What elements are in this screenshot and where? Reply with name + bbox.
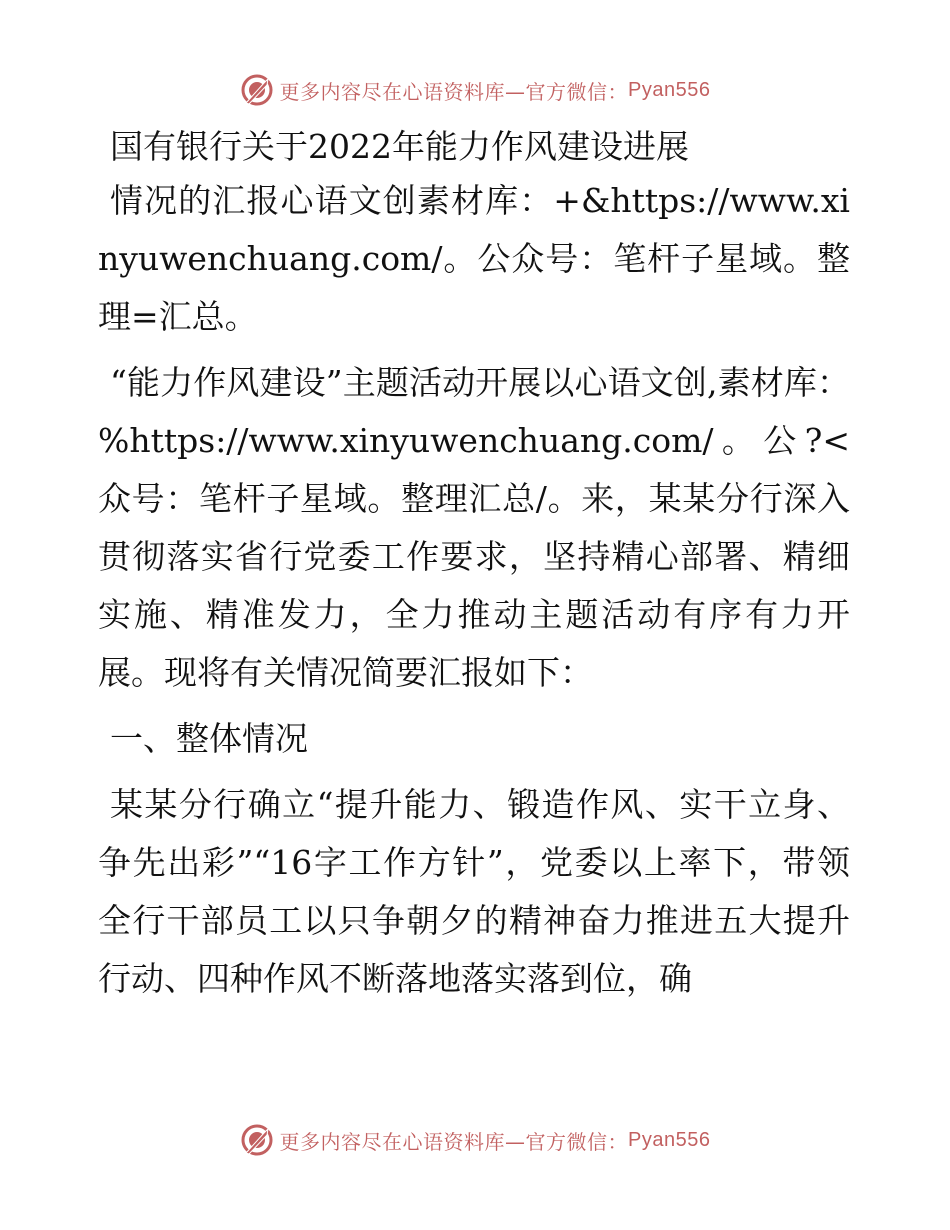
paragraph-intro: 情况的汇报心语文创素材库：+&https://www.xinyuwenchuang.com/。公众号：笔杆子星域。整理=汇总。	[98, 181, 850, 336]
banner-site-text: 更多内容尽在心语资料库—官方微信：	[279, 1129, 629, 1154]
header-watermark-banner	[0, 70, 950, 110]
paragraph-overall: 某某分行确立“提升能力、锻造作风、实干立身、争先出彩”“16字工作方针”，党委以上率下，带领全行干部员工以只争朝夕的精神奋力推进五大提升行动、四种作风不断落地落实落到位，确	[98, 785, 850, 998]
banner-wechat-id: Pyan556	[628, 78, 711, 101]
document-title: 国有银行关于2022年能力作风建设进展	[110, 127, 689, 166]
paragraph-background: “能力作风建设”主题活动开展以心语文创,素材库：%https://www.xinyuwenchuang.com/。公?<众号：笔杆子星域。整理汇总/。来，某某分行深入贯彻落实省行党委工作要求，坚持精心部署、精细实施、精准发力，全力推动主题活动有序有力开展。现将有关情况简要汇报如下：	[98, 363, 850, 692]
pen-seal-icon	[240, 1123, 274, 1157]
footer-watermark-banner	[0, 1120, 950, 1160]
banner-wechat-id: Pyan556	[628, 1128, 711, 1151]
pen-seal-icon	[240, 73, 274, 107]
section-heading-overall: 一、整体情况	[110, 719, 308, 758]
document-body	[98, 122, 850, 1016]
banner-site-text: 更多内容尽在心语资料库—官方微信：	[279, 79, 629, 104]
